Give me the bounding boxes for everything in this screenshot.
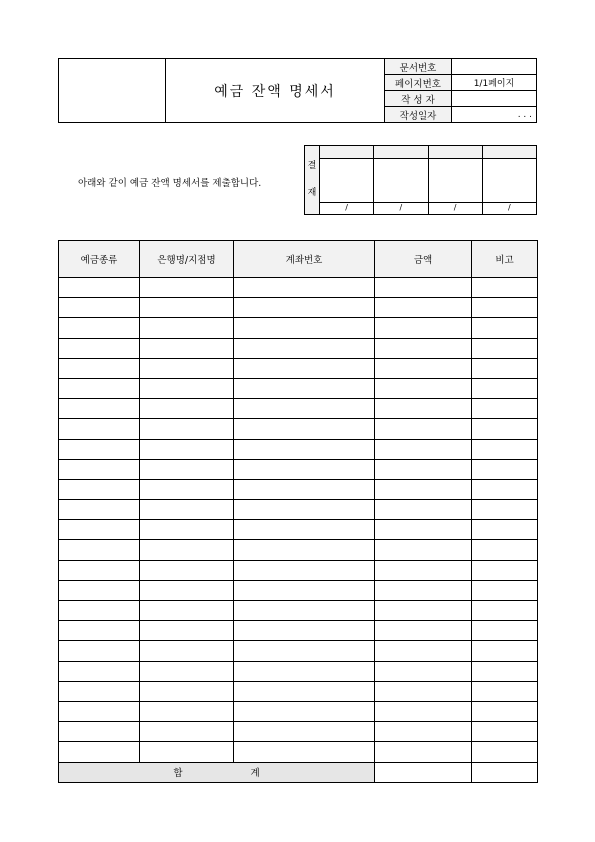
cell-account-number[interactable] — [234, 459, 375, 479]
cell-amount[interactable] — [375, 722, 472, 742]
cell-amount[interactable] — [375, 540, 472, 560]
cell-account-number[interactable] — [234, 601, 375, 621]
table-row — [59, 621, 538, 641]
cell-deposit-type[interactable] — [59, 378, 140, 398]
cell-amount[interactable] — [375, 580, 472, 600]
cell-account-number[interactable] — [234, 540, 375, 560]
cell-note[interactable] — [472, 621, 538, 641]
cell-bank-branch[interactable] — [140, 520, 234, 540]
table-row — [59, 399, 538, 419]
cell-bank-branch[interactable] — [140, 540, 234, 560]
table-row — [59, 298, 538, 318]
cell-note[interactable] — [472, 560, 538, 580]
cell-account-number[interactable] — [234, 278, 375, 298]
approver-date-2[interactable]: / — [374, 202, 428, 214]
cell-bank-branch[interactable] — [140, 318, 234, 338]
cell-note[interactable] — [472, 298, 538, 318]
cell-deposit-type[interactable] — [59, 722, 140, 742]
cell-note[interactable] — [472, 399, 538, 419]
cell-amount[interactable] — [375, 338, 472, 358]
table-row — [59, 419, 538, 439]
cell-bank-branch[interactable] — [140, 278, 234, 298]
cell-deposit-type[interactable] — [59, 419, 140, 439]
cell-deposit-type[interactable] — [59, 681, 140, 701]
total-label-first: 합 — [173, 768, 183, 779]
cell-account-number[interactable] — [234, 580, 375, 600]
cell-note[interactable] — [472, 681, 538, 701]
cell-bank-branch[interactable] — [140, 701, 234, 721]
cell-bank-branch[interactable] — [140, 439, 234, 459]
cell-note[interactable] — [472, 459, 538, 479]
table-row — [59, 641, 538, 661]
approver-title-4[interactable] — [482, 146, 536, 159]
cell-deposit-type[interactable] — [59, 701, 140, 721]
table-row — [59, 560, 538, 580]
cell-bank-branch[interactable] — [140, 681, 234, 701]
table-row — [59, 601, 538, 621]
cell-amount[interactable] — [375, 681, 472, 701]
cell-account-number[interactable] — [234, 419, 375, 439]
cell-amount[interactable] — [375, 621, 472, 641]
header-amount: 금액 — [375, 241, 472, 278]
cell-deposit-type[interactable] — [59, 459, 140, 479]
cell-bank-branch[interactable] — [140, 500, 234, 520]
approver-date-1[interactable]: / — [320, 202, 374, 214]
cell-note[interactable] — [472, 722, 538, 742]
cell-deposit-type[interactable] — [59, 358, 140, 378]
table-row — [59, 500, 538, 520]
author-value[interactable] — [452, 91, 537, 107]
cell-deposit-type[interactable] — [59, 479, 140, 499]
cell-note[interactable] — [472, 520, 538, 540]
table-row — [59, 580, 538, 600]
cell-note[interactable] — [472, 439, 538, 459]
table-row — [59, 681, 538, 701]
cell-note[interactable] — [472, 318, 538, 338]
page-number-value: 1/1페이지 — [452, 75, 537, 91]
table-row — [59, 701, 538, 721]
table-row — [59, 459, 538, 479]
cell-deposit-type[interactable] — [59, 560, 140, 580]
cell-note[interactable] — [472, 479, 538, 499]
total-note[interactable] — [472, 762, 538, 782]
table-row — [59, 661, 538, 681]
header-bank-branch: 은행명/지점명 — [140, 241, 234, 278]
cell-account-number[interactable] — [234, 318, 375, 338]
cell-account-number[interactable] — [234, 439, 375, 459]
cell-account-number[interactable] — [234, 661, 375, 681]
cell-deposit-type[interactable] — [59, 641, 140, 661]
cell-bank-branch[interactable] — [140, 621, 234, 641]
approval-box — [304, 145, 537, 215]
table-row — [59, 722, 538, 742]
table-row — [59, 479, 538, 499]
cell-account-number[interactable] — [234, 520, 375, 540]
table-row — [59, 742, 538, 762]
cell-note[interactable] — [472, 378, 538, 398]
cell-note[interactable] — [472, 278, 538, 298]
cell-deposit-type[interactable] — [59, 318, 140, 338]
cell-amount[interactable] — [375, 298, 472, 318]
cell-amount[interactable] — [375, 701, 472, 721]
doc-number-label: 문서번호 — [385, 59, 452, 75]
cell-note[interactable] — [472, 338, 538, 358]
cell-amount[interactable] — [375, 439, 472, 459]
table-row — [59, 338, 538, 358]
cell-deposit-type[interactable] — [59, 621, 140, 641]
document-header — [58, 58, 537, 123]
cell-account-number[interactable] — [234, 560, 375, 580]
cell-account-number[interactable] — [234, 399, 375, 419]
cell-deposit-type[interactable] — [59, 580, 140, 600]
approval-label-bottom: 재 — [307, 188, 317, 198]
cell-amount[interactable] — [375, 742, 472, 762]
cell-note[interactable] — [472, 419, 538, 439]
deposit-table — [58, 240, 538, 783]
cell-deposit-type[interactable] — [59, 742, 140, 762]
approval-label-top: 결 — [307, 161, 317, 171]
cell-note[interactable] — [472, 540, 538, 560]
date-value[interactable]: . . . — [452, 107, 537, 123]
cell-account-number[interactable] — [234, 500, 375, 520]
cell-account-number[interactable] — [234, 338, 375, 358]
document-title: 예금 잔액 명세서 — [166, 59, 385, 123]
cell-amount[interactable] — [375, 641, 472, 661]
cell-deposit-type[interactable] — [59, 661, 140, 681]
cell-note[interactable] — [472, 500, 538, 520]
cell-account-number[interactable] — [234, 358, 375, 378]
author-label: 작 성 자 — [385, 91, 452, 107]
doc-number-value[interactable] — [452, 59, 537, 75]
cell-amount[interactable] — [375, 479, 472, 499]
cell-amount[interactable] — [375, 661, 472, 681]
header-note: 비고 — [472, 241, 538, 278]
cell-amount[interactable] — [375, 560, 472, 580]
cell-note[interactable] — [472, 580, 538, 600]
cell-deposit-type[interactable] — [59, 399, 140, 419]
cell-bank-branch[interactable] — [140, 479, 234, 499]
cell-bank-branch[interactable] — [140, 722, 234, 742]
total-label — [59, 762, 375, 782]
table-row — [59, 439, 538, 459]
cell-account-number[interactable] — [234, 298, 375, 318]
cell-amount[interactable] — [375, 500, 472, 520]
cell-account-number[interactable] — [234, 479, 375, 499]
cell-account-number[interactable] — [234, 681, 375, 701]
cell-bank-branch[interactable] — [140, 560, 234, 580]
page-number-label: 페이지번호 — [385, 75, 452, 91]
table-row — [59, 318, 538, 338]
cell-deposit-type[interactable] — [59, 338, 140, 358]
approver-sign-1[interactable] — [320, 159, 374, 203]
cell-bank-branch[interactable] — [140, 742, 234, 762]
cell-deposit-type[interactable] — [59, 601, 140, 621]
cell-deposit-type[interactable] — [59, 500, 140, 520]
cell-note[interactable] — [472, 742, 538, 762]
cell-deposit-type[interactable] — [59, 520, 140, 540]
cell-amount[interactable] — [375, 378, 472, 398]
cell-amount[interactable] — [375, 358, 472, 378]
header-deposit-type: 예금종류 — [59, 241, 140, 278]
cell-account-number[interactable] — [234, 378, 375, 398]
total-label-second: 계 — [250, 768, 260, 779]
approver-date-4[interactable]: / — [482, 202, 536, 214]
approver-title-1[interactable] — [320, 146, 374, 159]
cell-amount[interactable] — [375, 318, 472, 338]
cell-note[interactable] — [472, 661, 538, 681]
approver-title-3[interactable] — [428, 146, 482, 159]
approver-title-2[interactable] — [374, 146, 428, 159]
cell-bank-branch[interactable] — [140, 661, 234, 681]
date-label: 작성일자 — [385, 107, 452, 123]
cell-note[interactable] — [472, 641, 538, 661]
cell-bank-branch[interactable] — [140, 601, 234, 621]
cell-bank-branch[interactable] — [140, 338, 234, 358]
cell-account-number[interactable] — [234, 722, 375, 742]
cell-account-number[interactable] — [234, 742, 375, 762]
total-amount[interactable] — [375, 762, 472, 782]
cell-amount[interactable] — [375, 459, 472, 479]
cell-amount[interactable] — [375, 419, 472, 439]
cell-deposit-type[interactable] — [59, 540, 140, 560]
cell-amount[interactable] — [375, 399, 472, 419]
cell-bank-branch[interactable] — [140, 580, 234, 600]
intro-text: 아래와 같이 예금 잔액 명세서를 제출합니다. — [78, 178, 262, 189]
cell-bank-branch[interactable] — [140, 399, 234, 419]
cell-bank-branch[interactable] — [140, 298, 234, 318]
total-row — [59, 762, 538, 782]
approver-date-3[interactable]: / — [428, 202, 482, 214]
cell-note[interactable] — [472, 601, 538, 621]
table-row — [59, 378, 538, 398]
cell-bank-branch[interactable] — [140, 419, 234, 439]
cell-note[interactable] — [472, 701, 538, 721]
cell-bank-branch[interactable] — [140, 641, 234, 661]
cell-amount[interactable] — [375, 520, 472, 540]
cell-note[interactable] — [472, 358, 538, 378]
cell-deposit-type[interactable] — [59, 298, 140, 318]
cell-amount[interactable] — [375, 278, 472, 298]
approval-label — [305, 146, 320, 215]
cell-deposit-type[interactable] — [59, 278, 140, 298]
table-row — [59, 358, 538, 378]
cell-bank-branch[interactable] — [140, 378, 234, 398]
table-row — [59, 540, 538, 560]
approver-sign-4[interactable] — [482, 159, 536, 203]
cell-account-number[interactable] — [234, 701, 375, 721]
cell-bank-branch[interactable] — [140, 358, 234, 378]
cell-bank-branch[interactable] — [140, 459, 234, 479]
approver-sign-2[interactable] — [374, 159, 428, 203]
cell-deposit-type[interactable] — [59, 439, 140, 459]
table-row — [59, 520, 538, 540]
approver-sign-3[interactable] — [428, 159, 482, 203]
table-row — [59, 278, 538, 298]
logo-area — [59, 59, 166, 123]
cell-account-number[interactable] — [234, 641, 375, 661]
header-account-number: 계좌번호 — [234, 241, 375, 278]
cell-amount[interactable] — [375, 601, 472, 621]
cell-account-number[interactable] — [234, 621, 375, 641]
